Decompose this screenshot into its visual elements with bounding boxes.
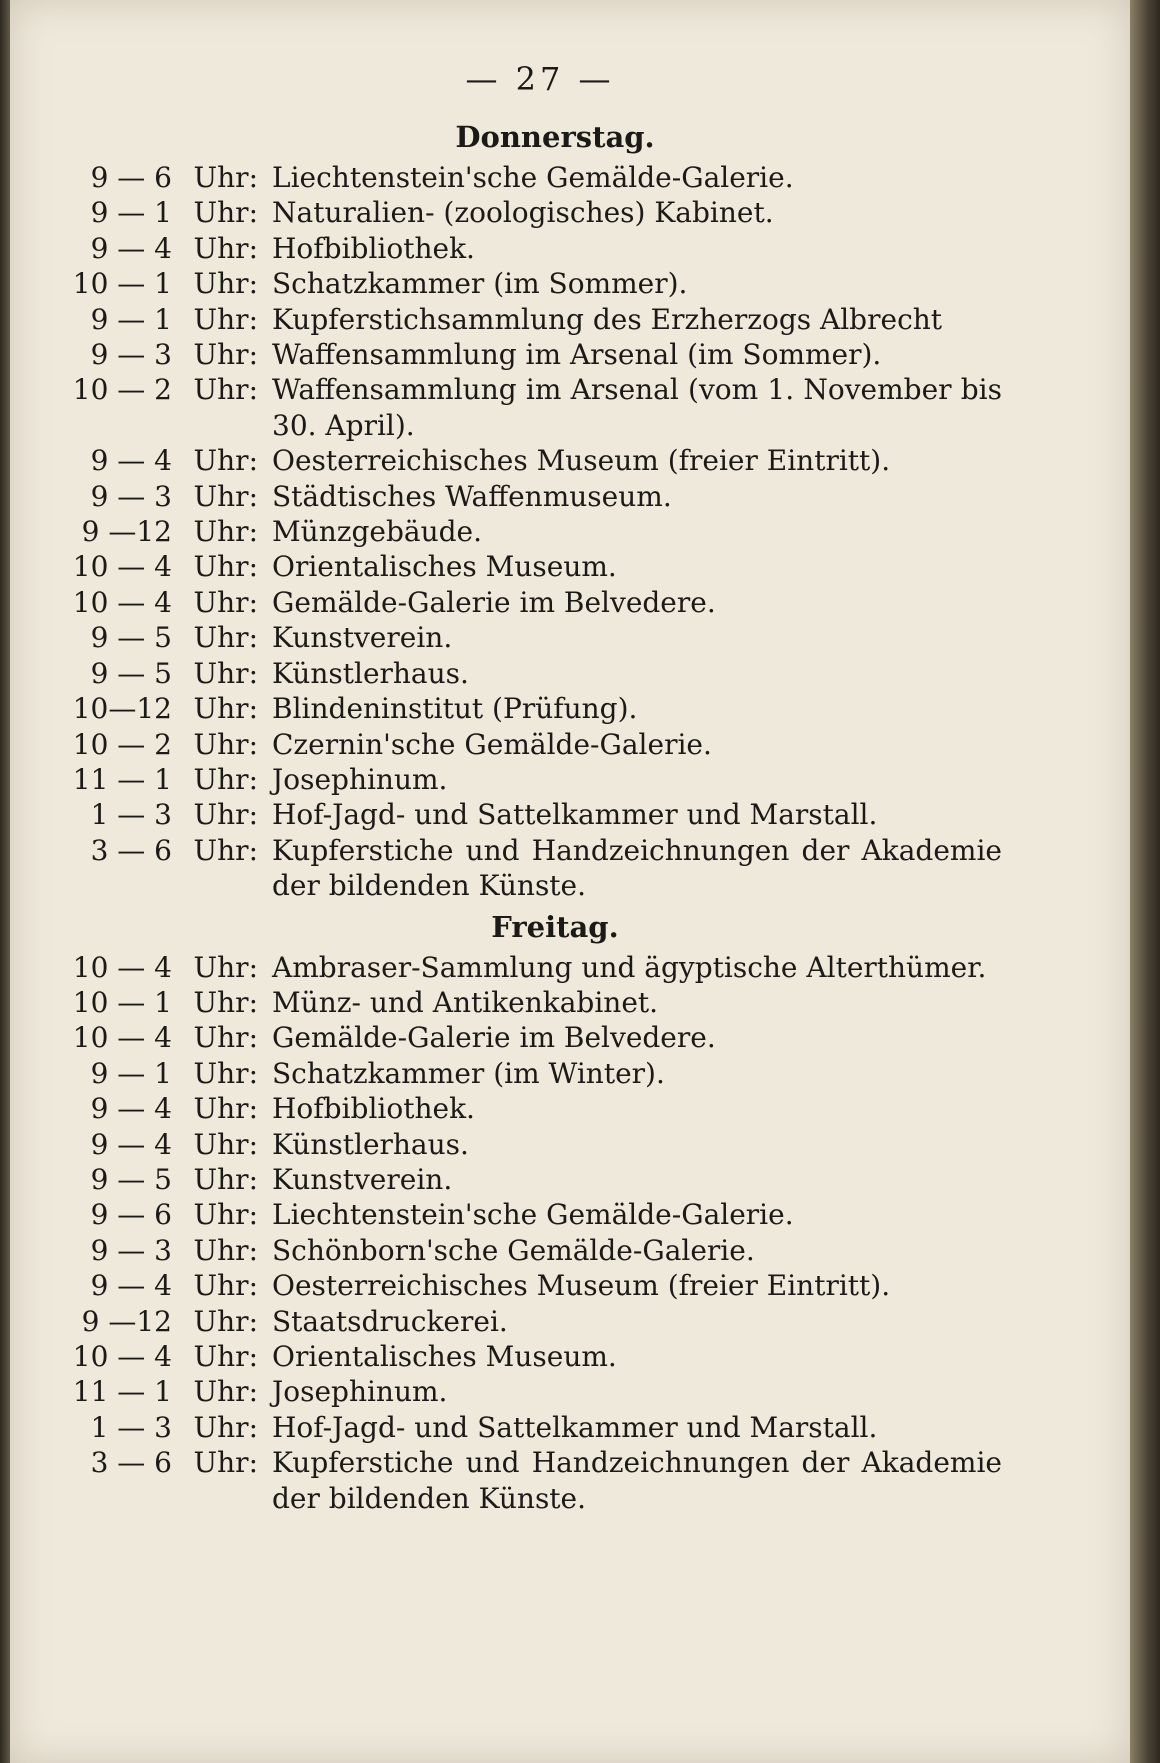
time-unit: Uhr: — [193, 1127, 258, 1161]
schedule-entry — [60, 479, 1010, 514]
time-range: 9 — 6 — [90, 1198, 172, 1232]
venue-description: Waffensammlung im Arsenal (im Sommer). — [272, 338, 882, 372]
time-range: 10 — 4 — [72, 585, 172, 619]
venue-description: Künstlerhaus. — [272, 656, 469, 690]
schedule-entry — [60, 1197, 1010, 1232]
time-range: 11 — 1 — [72, 1375, 172, 1409]
schedule-entry — [60, 797, 1010, 832]
time-unit: Uhr: — [193, 479, 258, 513]
time-range: 10 — 4 — [72, 1340, 172, 1373]
page-number: — 27 — — [465, 60, 615, 98]
schedule-entry — [60, 656, 1010, 691]
schedule-entry — [60, 1127, 1010, 1162]
venue-description: Oesterreichisches Museum (freier Eintritt). — [272, 1269, 891, 1303]
time-unit: Uhr: — [193, 1269, 258, 1303]
schedule-entry — [60, 1056, 1010, 1091]
time-range: 1 — 3 — [90, 1410, 172, 1444]
schedule-entry — [60, 1162, 1010, 1197]
time-range: 10 — 4 — [72, 1021, 172, 1055]
time-range: 9 — 1 — [90, 1056, 172, 1090]
schedule-entry — [60, 1020, 1010, 1055]
time-unit: Uhr: — [193, 1162, 258, 1196]
time-range: 9 —12 — [81, 1304, 172, 1338]
time-unit: Uhr: — [193, 1021, 258, 1055]
venue-description: Münzgebäude. — [272, 515, 483, 549]
schedule-entry — [60, 514, 1010, 549]
schedule-entry — [60, 620, 1010, 655]
schedule-entry — [60, 195, 1010, 230]
time-unit: Uhr: — [193, 196, 258, 230]
time-range: 9 — 4 — [90, 1092, 172, 1126]
schedule-entry — [60, 1374, 1010, 1409]
time-range: 9 — 4 — [90, 231, 172, 265]
schedule-entry — [60, 1410, 1010, 1445]
time-unit: Uhr: — [193, 373, 258, 407]
venue-description: Kupferstiche und Handzeichnungen der Akademie der bildenden Künste. — [272, 833, 1002, 903]
time-unit: Uhr: — [193, 515, 258, 549]
schedule-entry — [60, 231, 1010, 266]
time-unit: Uhr: — [193, 656, 258, 690]
time-unit: Uhr: — [193, 762, 258, 796]
time-unit: Uhr: — [193, 1092, 258, 1126]
schedule-entry — [60, 585, 1010, 620]
venue-description: Ambraser-Sammlung und ägyptische Alterthümer. — [272, 950, 987, 984]
time-range: 9 — 5 — [90, 621, 172, 655]
time-range: 10—12 — [72, 692, 172, 726]
time-range: 10 — 2 — [72, 727, 172, 761]
time-range: 9 — 5 — [90, 1162, 172, 1196]
venue-description: Schatzkammer (im Sommer). — [272, 267, 688, 301]
time-range: 9 — 1 — [90, 302, 172, 336]
venue-description: Orientalisches Museum. — [272, 550, 617, 584]
schedule-entry — [60, 160, 1010, 195]
schedule-entry — [60, 337, 1010, 372]
time-range: 9 — 3 — [90, 479, 172, 513]
time-range: 9 —12 — [81, 515, 172, 549]
time-unit: Uhr: — [193, 338, 258, 372]
time-unit: Uhr: — [193, 1375, 258, 1409]
venue-description: Czernin'sche Gemälde-Galerie. — [272, 727, 712, 761]
time-unit: Uhr: — [193, 692, 258, 726]
time-unit: Uhr: — [193, 550, 258, 584]
schedule-entry — [60, 1233, 1010, 1268]
venue-description: Hof-Jagd- und Sattelkammer und Marstall. — [272, 1410, 878, 1444]
venue-description: Kunstverein. — [272, 1162, 453, 1196]
time-range: 10 — 2 — [72, 373, 172, 407]
venue-description: Kupferstiche und Handzeichnungen der Akademie der bildenden Künste. — [272, 1446, 1002, 1515]
time-unit: Uhr: — [193, 1340, 258, 1373]
time-range: 9 — 6 — [90, 161, 172, 194]
time-unit: Uhr: — [193, 833, 258, 867]
schedule-entry — [60, 727, 1010, 762]
schedule-entry — [60, 443, 1010, 478]
time-range: 10 — 1 — [72, 985, 172, 1019]
time-range: 10 — 4 — [72, 950, 172, 984]
time-unit: Uhr: — [193, 950, 258, 984]
venue-description: Gemälde-Galerie im Belvedere. — [272, 1021, 716, 1055]
day-heading: Donnerstag. — [455, 120, 655, 154]
venue-description: Josephinum. — [272, 1375, 448, 1409]
venue-description: Blindeninstitut (Prüfung). — [272, 692, 638, 726]
venue-description: Waffensammlung im Arsenal (vom 1. November bis 30. April). — [272, 373, 1002, 442]
schedule-entry — [60, 950, 1010, 985]
venue-description: Münz- und Antikenkabinet. — [272, 985, 659, 1019]
time-unit: Uhr: — [193, 444, 258, 478]
schedule-entry — [60, 691, 1010, 726]
venue-description: Naturalien- (zoologisches) Kabinet. — [272, 196, 774, 230]
time-unit: Uhr: — [193, 302, 258, 336]
schedule-entry — [60, 1304, 1010, 1339]
time-unit: Uhr: — [193, 1233, 258, 1267]
venue-description: Schönborn'sche Gemälde-Galerie. — [272, 1233, 755, 1267]
venue-description: Kunstverein. — [272, 621, 453, 655]
time-unit: Uhr: — [193, 1198, 258, 1232]
time-unit: Uhr: — [193, 1056, 258, 1090]
schedule-entry — [60, 372, 1010, 443]
time-range: 9 — 5 — [90, 656, 172, 690]
schedule-entry — [60, 985, 1010, 1020]
time-range: 9 — 3 — [90, 1233, 172, 1267]
venue-description: Liechtenstein'sche Gemälde-Galerie. — [272, 161, 794, 194]
schedule-entry — [60, 549, 1010, 584]
time-range: 1 — 3 — [90, 798, 172, 832]
time-unit: Uhr: — [193, 1446, 258, 1480]
venue-description: Gemälde-Galerie im Belvedere. — [272, 585, 716, 619]
time-unit: Uhr: — [193, 231, 258, 265]
page-content — [60, 60, 1010, 1516]
schedule-entry — [60, 1091, 1010, 1126]
venue-description: Orientalisches Museum. — [272, 1340, 617, 1373]
venue-description: Künstlerhaus. — [272, 1127, 469, 1161]
time-unit: Uhr: — [193, 161, 258, 194]
time-range: 9 — 4 — [90, 1127, 172, 1161]
venue-description: Hofbibliothek. — [272, 231, 475, 265]
book-spine-edge — [1130, 0, 1160, 1763]
time-range: 9 — 4 — [90, 1269, 172, 1303]
time-range: 10 — 1 — [72, 267, 172, 301]
venue-description: Hofbibliothek. — [272, 1092, 475, 1126]
schedule-entry — [60, 1445, 1010, 1516]
schedule-sections — [60, 120, 1010, 1516]
time-unit: Uhr: — [193, 798, 258, 832]
time-unit: Uhr: — [193, 727, 258, 761]
time-range: 3 — 6 — [90, 1446, 172, 1480]
time-range: 9 — 4 — [90, 444, 172, 478]
time-unit: Uhr: — [193, 1410, 258, 1444]
time-unit: Uhr: — [193, 621, 258, 655]
time-unit: Uhr: — [193, 267, 258, 301]
day-heading: Freitag. — [491, 909, 619, 944]
time-unit: Uhr: — [193, 585, 258, 619]
venue-description: Schatzkammer (im Winter). — [272, 1056, 665, 1090]
day-section — [60, 910, 1010, 1517]
schedule-entry — [60, 1339, 1010, 1374]
venue-description: Hof-Jagd- und Sattelkammer und Marstall. — [272, 798, 878, 832]
time-unit: Uhr: — [193, 1304, 258, 1338]
venue-description: Josephinum. — [272, 762, 448, 796]
time-range: 9 — 1 — [90, 196, 172, 230]
schedule-entry — [60, 762, 1010, 797]
time-range: 11 — 1 — [72, 762, 172, 796]
time-range: 9 — 3 — [90, 338, 172, 372]
venue-description: Städtisches Waffenmuseum. — [272, 479, 672, 513]
schedule-entry — [60, 833, 1010, 904]
schedule-entry — [60, 1268, 1010, 1303]
time-unit: Uhr: — [193, 985, 258, 1019]
venue-description: Oesterreichisches Museum (freier Eintritt). — [272, 444, 891, 478]
venue-description: Staatsdruckerei. — [272, 1304, 508, 1338]
time-range: 10 — 4 — [72, 550, 172, 584]
schedule-entry — [60, 302, 1010, 337]
schedule-entry — [60, 266, 1010, 301]
venue-description: Liechtenstein'sche Gemälde-Galerie. — [272, 1198, 794, 1232]
venue-description: Kupferstichsammlung des Erzherzogs Albrecht — [272, 302, 943, 336]
time-range: 3 — 6 — [90, 833, 172, 867]
day-section — [60, 120, 1010, 904]
